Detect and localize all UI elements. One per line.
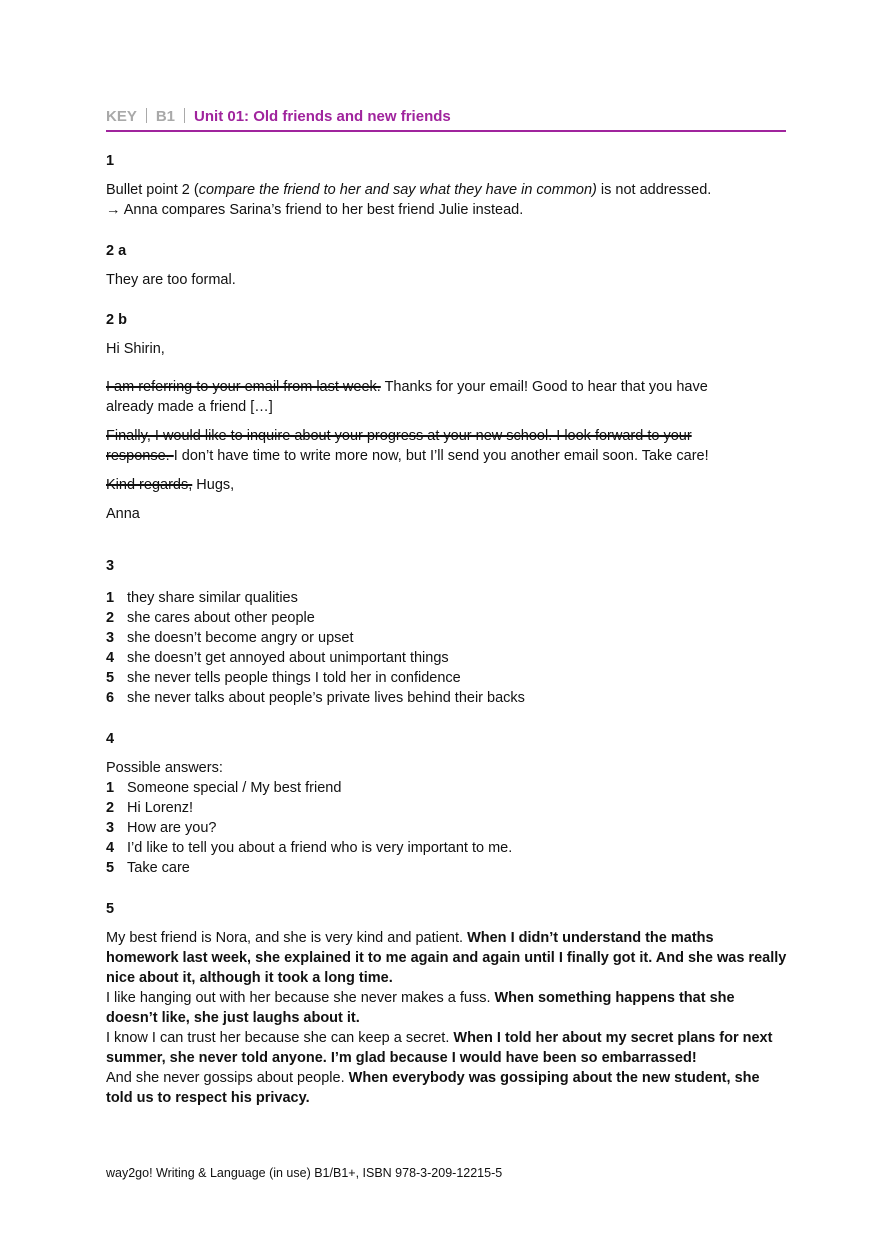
email-paragraph-1-line-1 bbox=[106, 377, 796, 397]
list-item bbox=[106, 588, 796, 608]
text-span: I don’t have time to write more now, but I’ll send you another email soon. Take care! bbox=[173, 448, 709, 464]
section-2b-heading: 2 b bbox=[106, 312, 127, 328]
key-label: KEY bbox=[106, 108, 137, 125]
bold-text: summer, she never told anyone. I’m glad because I would have been so embarrassed! bbox=[106, 1050, 697, 1066]
model-text-line bbox=[106, 1048, 796, 1068]
item-text: she doesn’t become angry or upset bbox=[127, 630, 354, 646]
item-text: Take care bbox=[127, 860, 190, 876]
item-text: Hi Lorenz! bbox=[127, 800, 194, 816]
bold-text: When I didn’t understand the maths bbox=[467, 930, 714, 946]
item-number: 4 bbox=[106, 840, 115, 856]
unit-title: Unit 01: Old friends and new friends bbox=[194, 108, 451, 125]
text-span: Hugs, bbox=[192, 477, 235, 493]
model-text-line bbox=[106, 928, 796, 948]
item-text: she cares about other people bbox=[127, 610, 315, 626]
item-text: she never talks about people’s private lives behind their backs bbox=[127, 690, 525, 706]
item-text: she never tells people things I told her in confidence bbox=[127, 670, 461, 686]
item-text: she doesn’t get annoyed about unimportant things bbox=[127, 650, 449, 666]
list-item bbox=[106, 798, 796, 818]
section-1-line-1 bbox=[106, 180, 796, 200]
header-divider bbox=[184, 108, 185, 123]
section-3-heading: 3 bbox=[106, 558, 115, 574]
section-4-intro: Possible answers: bbox=[106, 760, 223, 776]
text-span: Thanks for your email! Good to hear that you have bbox=[380, 379, 708, 395]
model-text-line bbox=[106, 1088, 796, 1108]
page-header bbox=[106, 108, 786, 132]
text-span: is not addressed. bbox=[596, 182, 712, 198]
email-signature: Anna bbox=[106, 506, 140, 522]
struck-text: Finally, I would like to inquire about your progress at your new school. I look forward to your bbox=[106, 428, 692, 444]
list-item bbox=[106, 778, 796, 798]
list-item bbox=[106, 838, 796, 858]
item-text: they share similar qualities bbox=[127, 590, 298, 606]
section-1-line-2: → Anna compares Sarina’s friend to her best friend Julie instead. bbox=[106, 202, 524, 218]
item-number: 2 bbox=[106, 800, 115, 816]
struck-text: response. bbox=[106, 448, 174, 464]
list-item bbox=[106, 858, 796, 878]
section-4-heading: 4 bbox=[106, 731, 115, 747]
item-number: 1 bbox=[106, 780, 115, 796]
bold-text: When I told her about my secret plans for next bbox=[453, 1030, 773, 1046]
section-2a-heading: 2 a bbox=[106, 243, 127, 259]
item-number: 5 bbox=[106, 670, 115, 686]
bold-text: When something happens that she bbox=[494, 990, 735, 1006]
item-number: 4 bbox=[106, 650, 115, 666]
list-item bbox=[106, 648, 796, 668]
struck-text: Kind regards, bbox=[106, 477, 193, 493]
item-text: Someone special / My best friend bbox=[127, 780, 342, 796]
section-1-heading: 1 bbox=[106, 153, 115, 169]
email-paragraph-2-line-1 bbox=[106, 426, 796, 446]
struck-text: I am referring to your email from last week. bbox=[106, 379, 381, 395]
email-paragraph-1-line-2: already made a friend […] bbox=[106, 399, 273, 415]
bold-text: When everybody was gossiping about the new student, she bbox=[348, 1070, 760, 1086]
item-text: How are you? bbox=[127, 820, 217, 836]
email-closing bbox=[106, 475, 796, 495]
email-paragraph-2-line-2 bbox=[106, 446, 796, 466]
text-span: Bullet point 2 ( bbox=[106, 182, 199, 198]
text-span: My best friend is Nora, and she is very kind and patient. bbox=[106, 930, 468, 946]
section-5-heading: 5 bbox=[106, 901, 115, 917]
email-greeting: Hi Shirin, bbox=[106, 341, 165, 357]
bold-text: doesn’t like, she just laughs about it. bbox=[106, 1010, 360, 1026]
section-2a-answer: They are too formal. bbox=[106, 272, 236, 288]
item-number: 5 bbox=[106, 860, 115, 876]
item-text: I’d like to tell you about a friend who is very important to me. bbox=[127, 840, 513, 856]
model-text-line bbox=[106, 948, 796, 968]
model-text-line bbox=[106, 1008, 796, 1028]
text-span: And she never gossips about people. bbox=[106, 1070, 349, 1086]
italic-text: compare the friend to her and say what they have in common) bbox=[198, 182, 597, 198]
model-text-line bbox=[106, 968, 796, 988]
item-number: 2 bbox=[106, 610, 115, 626]
list-item bbox=[106, 818, 796, 838]
model-text-line bbox=[106, 988, 796, 1008]
model-text-line bbox=[106, 1028, 796, 1048]
item-number: 3 bbox=[106, 630, 115, 646]
item-number: 3 bbox=[106, 820, 115, 836]
text-span: I know I can trust her because she can keep a secret. bbox=[106, 1030, 454, 1046]
bold-text: nice about it, although it took a long time. bbox=[106, 970, 393, 986]
list-item bbox=[106, 608, 796, 628]
list-item bbox=[106, 688, 796, 708]
list-item bbox=[106, 628, 796, 648]
page-footer: way2go! Writing & Language (in use) B1/B1+, ISBN 978-3-209-12215-5 bbox=[106, 1166, 503, 1180]
level-label: B1 bbox=[155, 108, 176, 125]
bold-text: homework last week, she explained it to me again and again until I finally got it. And she was really bbox=[106, 950, 787, 966]
text-span: I like hanging out with her because she never makes a fuss. bbox=[106, 990, 495, 1006]
list-item bbox=[106, 668, 796, 688]
header-divider bbox=[146, 108, 147, 123]
bold-text: told us to respect his privacy. bbox=[106, 1090, 310, 1106]
model-text-line bbox=[106, 1068, 796, 1088]
item-number: 6 bbox=[106, 690, 115, 706]
item-number: 1 bbox=[106, 590, 115, 606]
